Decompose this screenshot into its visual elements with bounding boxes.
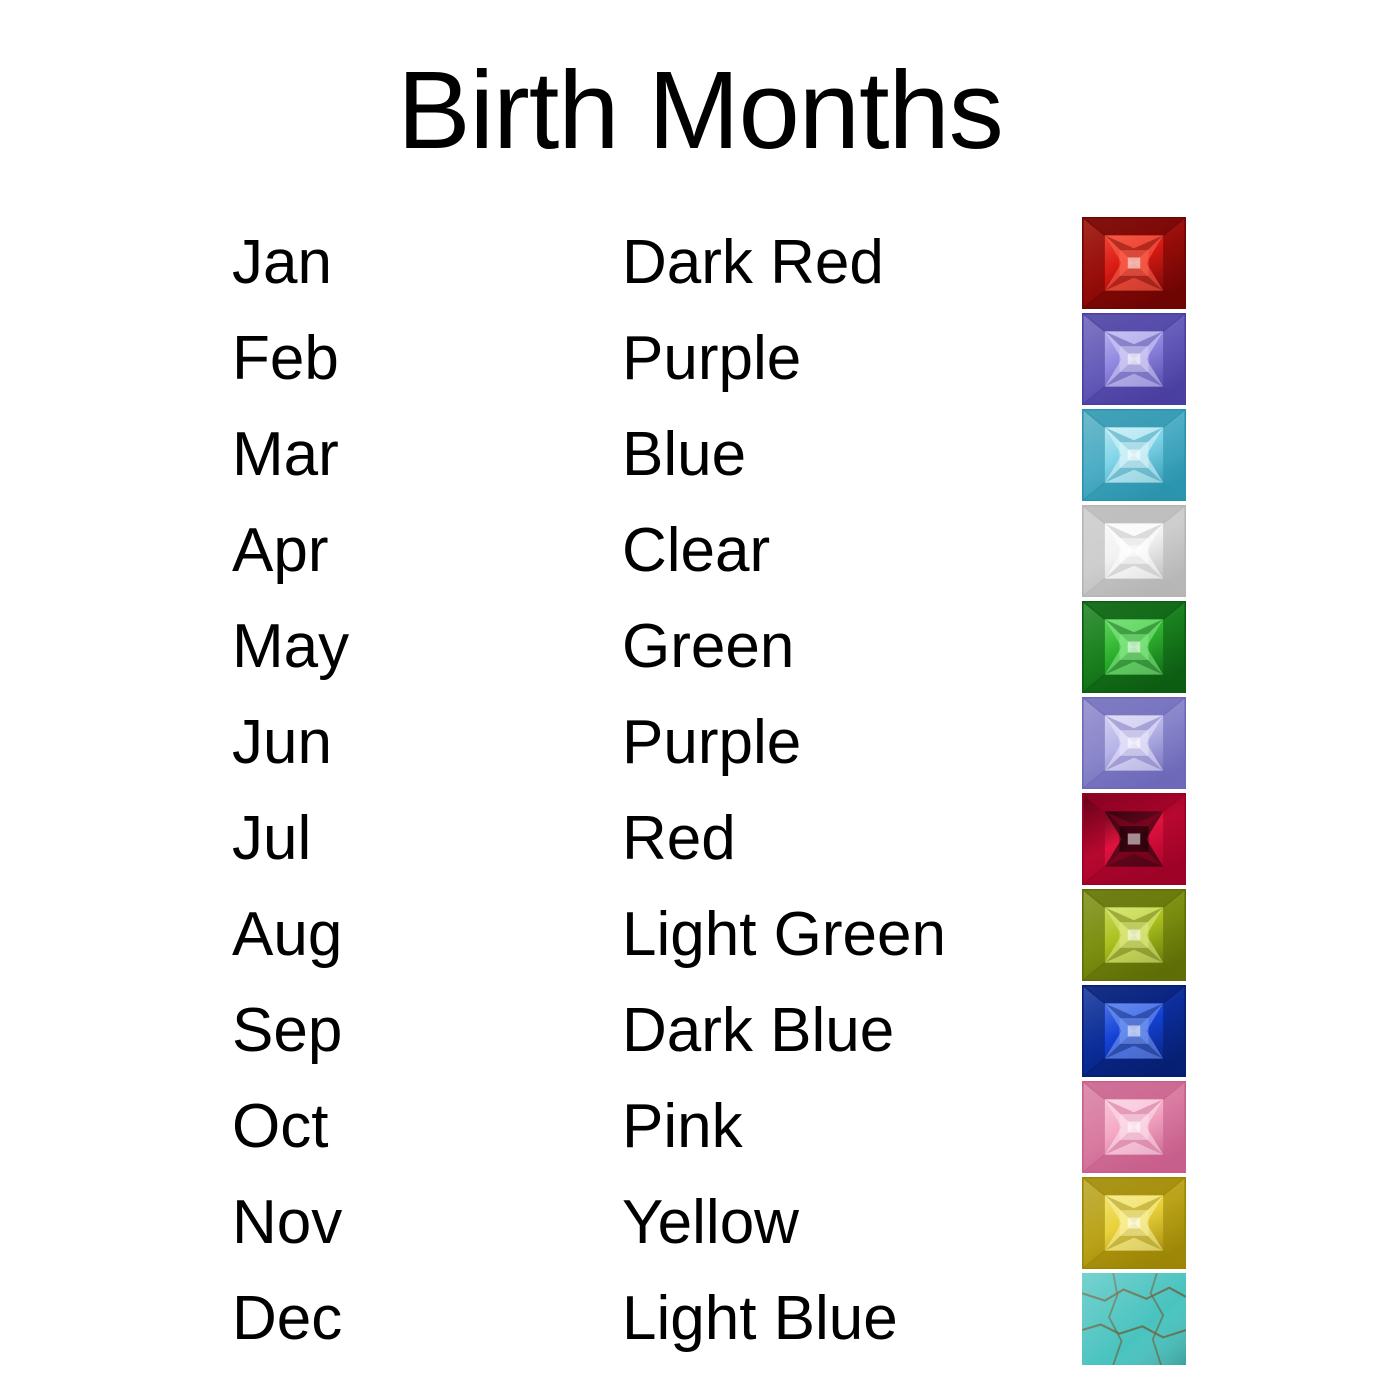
gem-cell [1082, 313, 1212, 405]
turquoise-stone-icon [1082, 1273, 1186, 1365]
month-label: Aug [232, 900, 343, 969]
gem-cell [1082, 985, 1212, 1077]
gem-cell [1082, 1177, 1212, 1269]
gem-swatch [1082, 601, 1186, 693]
gem-cell [1082, 409, 1212, 501]
gem-cell [1082, 217, 1212, 309]
gemstone-icon [1082, 409, 1186, 501]
gem-swatch [1082, 697, 1186, 789]
table-row [232, 311, 1212, 407]
gem-swatch [1082, 1177, 1186, 1269]
gemstone-icon [1082, 985, 1186, 1077]
gem-cell [1082, 697, 1212, 789]
gemstone-icon [1082, 505, 1186, 597]
gem-cell [1082, 889, 1212, 981]
month-label: Oct [232, 1092, 329, 1161]
gem-cell [1082, 505, 1212, 597]
gemstone-icon [1082, 1081, 1186, 1173]
birth-months-table [232, 215, 1212, 1367]
gem-swatch [1082, 985, 1186, 1077]
gemstone-icon [1082, 889, 1186, 981]
gemstone-icon [1082, 1177, 1186, 1269]
color-label: Light Blue [622, 1284, 898, 1353]
color-label: Dark Red [622, 228, 884, 297]
month-label: May [232, 612, 350, 681]
month-label: Jul [232, 804, 312, 873]
gemstone-icon [1082, 697, 1186, 789]
color-label: Clear [622, 516, 771, 585]
gem-swatch [1082, 409, 1186, 501]
gem-swatch [1082, 889, 1186, 981]
table-row [232, 695, 1212, 791]
table-row [232, 407, 1212, 503]
month-label: Apr [232, 516, 329, 585]
gem-swatch [1082, 313, 1186, 405]
table-row [232, 215, 1212, 311]
gemstone-icon [1082, 793, 1186, 885]
gem-swatch [1082, 1081, 1186, 1173]
table-row [232, 1175, 1212, 1271]
gem-swatch [1082, 1273, 1186, 1365]
table-row [232, 1271, 1212, 1367]
gem-swatch [1082, 505, 1186, 597]
gem-swatch [1082, 217, 1186, 309]
gem-cell [1082, 793, 1212, 885]
month-label: Jun [232, 708, 332, 777]
gemstone-icon [1082, 217, 1186, 309]
color-label: Purple [622, 708, 802, 777]
color-label: Purple [622, 324, 802, 393]
gem-cell [1082, 1273, 1212, 1365]
gem-swatch [1082, 793, 1186, 885]
gemstone-icon [1082, 313, 1186, 405]
table-row [232, 887, 1212, 983]
month-label: Nov [232, 1188, 343, 1257]
table-row [232, 503, 1212, 599]
color-label: Dark Blue [622, 996, 895, 1065]
table-row [232, 599, 1212, 695]
color-label: Light Green [622, 900, 946, 969]
color-label: Pink [622, 1092, 743, 1161]
month-label: Sep [232, 996, 343, 1065]
month-label: Jan [232, 228, 332, 297]
page-title: Birth Months [397, 49, 1003, 172]
color-label: Yellow [622, 1188, 799, 1257]
gemstone-icon [1082, 601, 1186, 693]
color-label: Red [622, 804, 736, 873]
gem-cell [1082, 601, 1212, 693]
table-row [232, 1079, 1212, 1175]
table-row [232, 983, 1212, 1079]
color-label: Green [622, 612, 795, 681]
month-label: Feb [232, 324, 339, 393]
gem-cell [1082, 1081, 1212, 1173]
month-label: Dec [232, 1284, 343, 1353]
table-row [232, 791, 1212, 887]
color-label: Blue [622, 420, 747, 489]
month-label: Mar [232, 420, 339, 489]
